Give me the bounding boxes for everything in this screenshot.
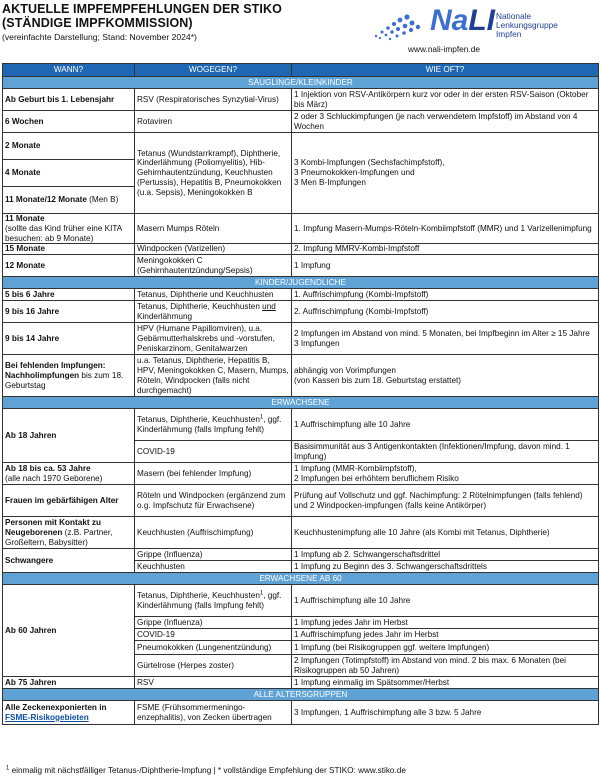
when-bold: Bei fehlenden Impfungen: Nachholimpfungen xyxy=(5,361,106,380)
logo-wordmark xyxy=(430,4,495,38)
row-when: Frauen im gebärfähigen Alter xyxy=(3,485,135,517)
logo-sub-3: Impfen xyxy=(496,29,522,39)
footnote-marker: 1 xyxy=(259,590,264,597)
row-how: 2 Impfungen im Abstand von mind. 5 Monaten, bei Impfbeginn im Alter ≥ 15 Jahre 3 Impfungen xyxy=(292,323,599,355)
row-what: Gürtelrose (Herpes zoster) xyxy=(135,655,292,677)
row-how: 1 Impfung xyxy=(292,255,599,277)
row-when xyxy=(3,701,135,725)
row-how: 2. Auffrischimpfung (Kombi-Impfstoff) xyxy=(292,301,599,323)
row-what: Keuchhusten xyxy=(135,561,292,573)
table-row xyxy=(3,301,599,323)
table-row xyxy=(3,463,599,485)
row-when: Ab 18 Jahren xyxy=(3,409,135,463)
row-how xyxy=(292,133,599,214)
what-part: Kinderlähmung xyxy=(137,311,193,321)
row-when: Schwangere xyxy=(3,549,135,573)
row-what: HPV (Humane Papillomviren), u.a. Gebärmutterhalskrebs und -vorstufen, Peniskarzinom, Genitalwarzen xyxy=(135,323,292,355)
page-title xyxy=(2,2,282,30)
row-what: u.a. Tetanus, Diphtherie, Hepatitis B, HPV, Meningokokken C, Masern, Mumps, Röteln, Windpocken (falls nicht durchgemacht) xyxy=(135,355,292,397)
footnote-text: einmalig mit nächstfälliger Tetanus-/Diphtherie-Impfung | * vollständige Empfehlung der STIKO: www.stiko.de xyxy=(9,766,406,775)
vaccination-table xyxy=(2,63,599,725)
row-how: 1 Impfung zu Beginn des 3. Schwangerschaftsdrittels xyxy=(292,561,599,573)
what-part: Tetanus, Diphtherie, Keuchhusten xyxy=(137,302,263,312)
logo-dots-icon xyxy=(370,6,432,42)
table-row xyxy=(3,111,599,133)
table-row xyxy=(3,409,599,441)
row-what: Tetanus, Diphtherie und Keuchhusten xyxy=(135,289,292,301)
row-how: 2 Impfungen (Totimpfstoff) im Abstand von mind. 2 bis max. 6 Monaten (bei Risikogruppen ab 50 Jahren) xyxy=(292,655,599,677)
row-what: RSV xyxy=(135,677,292,689)
footnote-marker: 1 xyxy=(259,414,264,421)
when-note: (sollte das Kind früher eine KITA besuchen: ab 9 Monate) xyxy=(5,223,122,243)
row-what: Windpocken (Varizellen) xyxy=(135,244,292,255)
table-row xyxy=(3,133,599,160)
table-row xyxy=(3,323,599,355)
what-part: Tetanus, Diphtherie, Keuchhusten xyxy=(137,591,260,601)
when-note: (Men B) xyxy=(86,195,119,205)
logo-na: Na xyxy=(430,4,469,37)
row-when: 9 bis 16 Jahre xyxy=(3,301,135,323)
row-how: 1 Auffrischimpfung jedes Jahr im Herbst xyxy=(292,629,599,641)
row-how: 1 Auffrischimpfung alle 10 Jahre xyxy=(292,409,599,441)
page-header xyxy=(0,0,600,62)
row-how xyxy=(292,463,599,485)
row-when: 6 Wochen xyxy=(3,111,135,133)
how-line: 3 Kombi-Impfungen (Sechsfachimpfstoff), xyxy=(294,158,445,168)
row-what: FSME (Frühsommermeningo-enzephalitis), von Zecken übertragen xyxy=(135,701,292,725)
section-alle: ALLE ALTERSGRUPPEN xyxy=(3,689,599,701)
row-what xyxy=(135,409,292,441)
row-how: 1 Impfung (bei Risikogruppen ggf. weitere Impfungen) xyxy=(292,641,599,655)
title-line-2: (STÄNDIGE IMPFKOMMISSION) xyxy=(2,16,193,30)
row-how: 2 oder 3 Schluckimpfungen (je nach verwendetem Impfstoff) im Abstand von 4 Wochen xyxy=(292,111,599,133)
table-row xyxy=(3,89,599,111)
row-what: Grippe (Influenza) xyxy=(135,549,292,561)
logo-sub-2: Lenkungsgruppe xyxy=(496,20,558,30)
row-when: Ab 75 Jahren xyxy=(3,677,135,689)
what-underlined: und xyxy=(262,302,276,312)
row-what: Röteln und Windpocken (ergänzend zum o.g. Impfschutz für Erwachsene) xyxy=(135,485,292,517)
row-when xyxy=(3,214,135,244)
row-how: 1 Auffrischimpfung alle 10 Jahre xyxy=(292,585,599,617)
row-what: COVID-19 xyxy=(135,629,292,641)
row-when: 5 bis 6 Jahre xyxy=(3,289,135,301)
row-what: COVID-19 xyxy=(135,441,292,463)
how-line: abhängig von Vorimpfungen xyxy=(294,366,396,376)
title-block xyxy=(2,2,282,42)
how-line: 3 Pneumokokken-Impfungen und xyxy=(294,168,415,178)
row-how: 1 Injektion von RSV-Antikörpern kurz vor oder in der ersten RSV-Saison (Oktober bis März) xyxy=(292,89,599,111)
row-how: 1 Impfung jedes Jahr im Herbst xyxy=(292,617,599,629)
when-note: bis zum 18. Geburtstag xyxy=(5,370,124,390)
how-line: (von Kassen bis zum 18. Geburtstag erstattet) xyxy=(294,375,462,385)
when-note: (alle nach 1970 Geborene) xyxy=(5,473,103,483)
when-bold: Personen mit Kontakt zu Neugeborenen xyxy=(5,518,101,537)
table-row xyxy=(3,214,599,244)
row-how: 3 Impfungen, 1 Auffrischimpfung alle 3 bzw. 5 Jahre xyxy=(292,701,599,725)
col-header-what: WOGEGEN? xyxy=(135,64,292,77)
row-how: 1. Impfung Masern-Mumps-Röteln-Kombiimpfstoff (MMR) und 1 Varizellenimpfung xyxy=(292,214,599,244)
section-erwachsene-60: ERWACHSENE AB 60 xyxy=(3,573,599,585)
row-what: Keuchhusten (Auffrischimpfung) xyxy=(135,517,292,549)
row-how: Basisimmunität aus 3 Antigenkontakten (Infektionen/Impfung, davon mind. 1 Impfung) xyxy=(292,441,599,463)
row-when: 9 bis 14 Jahre xyxy=(3,323,135,355)
row-when: 4 Monate xyxy=(3,160,135,187)
table-row xyxy=(3,517,599,549)
row-when: 15 Monate xyxy=(3,244,135,255)
row-what: Grippe (Influenza) xyxy=(135,617,292,629)
row-when: 12 Monate xyxy=(3,255,135,277)
row-when xyxy=(3,517,135,549)
when-note: (z.B. Partner, Großeltern, Babysitter) xyxy=(5,527,113,547)
table-row xyxy=(3,289,599,301)
when-bold: 11 Monate/12 Monate xyxy=(5,195,87,205)
what-part: , ggf. Kinderlähmung (falls Impfung fehlt) xyxy=(137,591,282,610)
row-what: Rotaviren xyxy=(135,111,292,133)
table-row xyxy=(3,549,599,561)
section-kinder: KINDER/JUGENDLICHE xyxy=(3,277,599,289)
subtitle: (vereinfachte Darstellung; Stand: November 2024*) xyxy=(2,32,197,42)
row-how xyxy=(292,355,599,397)
how-line: 2 Impfungen bei erhöhtem beruflichem Risiko xyxy=(294,473,459,483)
row-how: 1. Auffrischimpfung (Kombi-Impfstoff) xyxy=(292,289,599,301)
what-part: Tetanus, Diphtherie, Keuchhusten xyxy=(137,415,260,425)
table-row xyxy=(3,355,599,397)
table-row xyxy=(3,255,599,277)
what-part: , ggf. Kinderlähmung (falls Impfung fehlt) xyxy=(137,415,282,434)
row-when xyxy=(3,355,135,397)
table-row xyxy=(3,677,599,689)
section-saeuglinge: SÄUGLINGE/KLEINKINDER xyxy=(3,77,599,89)
row-when: Ab Geburt bis 1. Lebensjahr xyxy=(3,89,135,111)
col-header-when: WANN? xyxy=(3,64,135,77)
footnote-number: 1 xyxy=(6,765,10,772)
row-when xyxy=(3,463,135,485)
row-what: Meningokokken C (Gehirnhautentzündung/Sepsis) xyxy=(135,255,292,277)
row-when: Ab 60 Jahren xyxy=(3,585,135,677)
table-row xyxy=(3,485,599,517)
row-when: 2 Monate xyxy=(3,133,135,160)
row-how: Keuchhustenimpfung alle 10 Jahre (als Kombi mit Tetanus, Diphtherie) xyxy=(292,517,599,549)
table-row xyxy=(3,701,599,725)
nali-logo xyxy=(368,4,598,54)
row-what: Pneumokokken (Lungenentzündung) xyxy=(135,641,292,655)
row-what: Masern (bei fehlender Impfung) xyxy=(135,463,292,485)
footnote xyxy=(6,766,406,775)
logo-subtitle xyxy=(496,12,558,39)
row-how: 1 Impfung ab 2. Schwangerschaftsdrittel xyxy=(292,549,599,561)
logo-url: www.nali-impfen.de xyxy=(408,44,480,54)
fsme-risk-areas-link[interactable]: FSME-Risikogebieten xyxy=(5,712,89,722)
when-bold: Ab 18 bis ca. 53 Jahre xyxy=(5,464,91,474)
section-erwachsene: ERWACHSENE xyxy=(3,397,599,409)
row-when xyxy=(3,187,135,214)
row-what: Tetanus (Wundstarrkrampf), Diphtherie, Kinderlähmung (Poliomyelitis), Hib-Gehirnhautentzündung, Keuchhusten (Pertussis), Hepatitis B, Pneumokokken (u.a. Sepsis), Meningokokken B xyxy=(135,133,292,214)
row-how: Prüfung auf Vollschutz und ggf. Nachimpfung: 2 Rötelnimpfungen (falls fehlend) und 2 Windpocken-impfungen (falls keine Antikörper) xyxy=(292,485,599,517)
how-line: 3 Men B-Impfungen xyxy=(294,177,366,187)
row-what: Masern Mumps Röteln xyxy=(135,214,292,244)
row-what: RSV (Respiratorisches Synzytial-Virus) xyxy=(135,89,292,111)
when-bold: Alle Zeckenexponierten in xyxy=(5,703,107,713)
col-header-how: WIE OFT? xyxy=(292,64,599,77)
how-line: 1 Impfung (MMR-Kombiimpfstoff), xyxy=(294,464,417,474)
row-how: 1 Impfung einmalig im Spätsommer/Herbst xyxy=(292,677,599,689)
row-how: 2. Impfung MMRV-Kombi-Impfstoff xyxy=(292,244,599,255)
when-bold: 11 Monate xyxy=(5,214,45,223)
row-what xyxy=(135,585,292,617)
table-row xyxy=(3,585,599,617)
table-header-row xyxy=(3,64,599,77)
logo-sub-1: Nationale xyxy=(496,11,532,21)
logo-li: LI xyxy=(468,4,496,37)
row-what xyxy=(135,301,292,323)
title-line-1: AKTUELLE IMPFEMPFEHLUNGEN DER STIKO xyxy=(2,2,282,16)
table-row xyxy=(3,244,599,255)
